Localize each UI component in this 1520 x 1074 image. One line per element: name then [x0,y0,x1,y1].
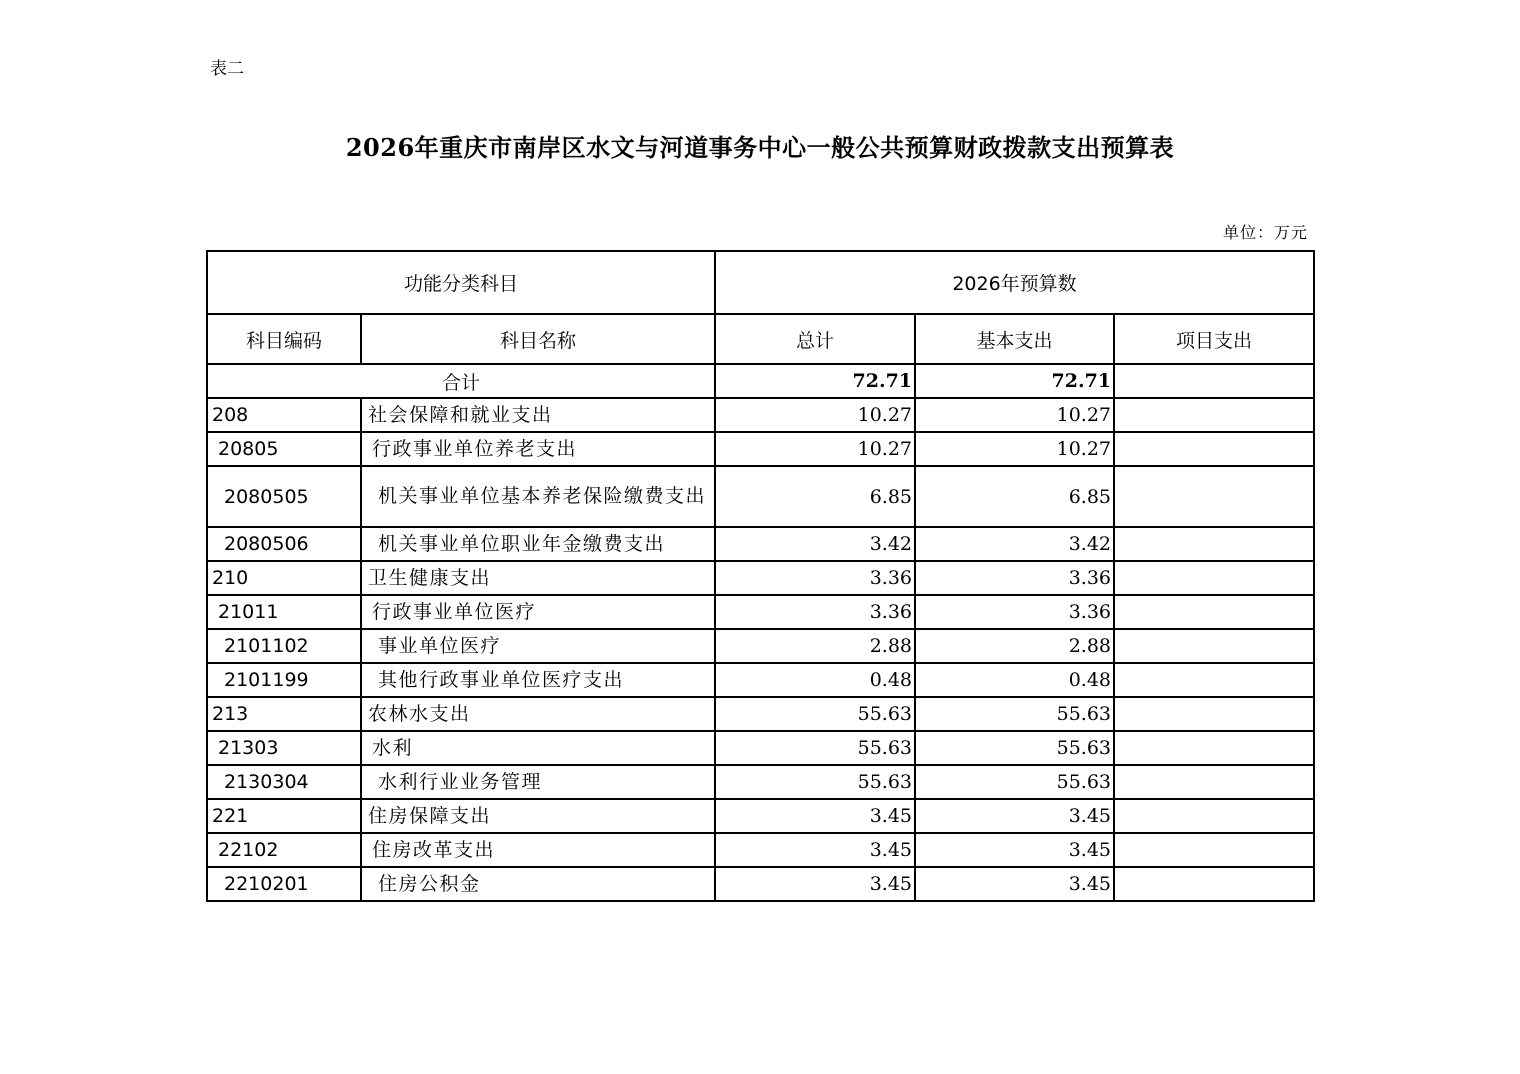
row-code: 221 [207,799,361,833]
row-name: 住房保障支出 [361,799,715,833]
row-project [1114,561,1314,595]
row-project [1114,663,1314,697]
table-row [207,629,1314,663]
row-project [1114,765,1314,799]
row-total: 3.42 [715,527,915,561]
row-total: 0.48 [715,663,915,697]
table-row [207,697,1314,731]
header-name: 科目名称 [361,314,715,364]
header-row-group [207,251,1314,314]
row-code: 213 [207,697,361,731]
row-code: 2080506 [207,527,361,561]
row-project [1114,432,1314,466]
header-budget-year: 2026年预算数 [715,251,1314,314]
row-total: 55.63 [715,765,915,799]
table-row [207,663,1314,697]
row-total: 3.36 [715,595,915,629]
row-basic: 55.63 [915,697,1114,731]
row-total: 3.45 [715,867,915,901]
row-name: 机关事业单位职业年金缴费支出 [361,527,715,561]
row-basic: 6.85 [915,466,1114,527]
row-code: 2130304 [207,765,361,799]
total-label: 合计 [207,364,715,398]
table-row [207,398,1314,432]
row-name: 水利行业业务管理 [361,765,715,799]
row-project [1114,398,1314,432]
row-project [1114,731,1314,765]
row-basic: 55.63 [915,765,1114,799]
row-project [1114,867,1314,901]
table-row [207,561,1314,595]
table-row [207,833,1314,867]
row-total: 3.45 [715,799,915,833]
header-code: 科目编码 [207,314,361,364]
row-project [1114,629,1314,663]
table-row [207,765,1314,799]
row-code: 2210201 [207,867,361,901]
row-code: 2101199 [207,663,361,697]
row-name: 住房改革支出 [361,833,715,867]
row-code: 208 [207,398,361,432]
table-number: 表二 [210,59,244,79]
row-name: 行政事业单位养老支出 [361,432,715,466]
row-total: 55.63 [715,697,915,731]
row-total: 6.85 [715,466,915,527]
row-name: 行政事业单位医疗 [361,595,715,629]
row-code: 21011 [207,595,361,629]
row-code: 22102 [207,833,361,867]
row-code: 2080505 [207,466,361,527]
row-name: 卫生健康支出 [361,561,715,595]
header-project: 项目支出 [1114,314,1314,364]
row-basic: 3.45 [915,867,1114,901]
row-code: 2101102 [207,629,361,663]
row-basic: 3.42 [915,527,1114,561]
row-code: 20805 [207,432,361,466]
row-code: 210 [207,561,361,595]
row-total: 55.63 [715,731,915,765]
row-total: 3.36 [715,561,915,595]
table-row [207,466,1314,527]
row-project [1114,799,1314,833]
table-row [207,432,1314,466]
row-basic: 2.88 [915,629,1114,663]
row-total: 10.27 [715,432,915,466]
table-row [207,595,1314,629]
header-basic: 基本支出 [915,314,1114,364]
row-total: 3.45 [715,833,915,867]
row-project [1114,466,1314,527]
row-code: 21303 [207,731,361,765]
header-total: 总计 [715,314,915,364]
total-row [207,364,1314,398]
unit-label: 单位：万元 [1222,223,1308,242]
row-basic: 55.63 [915,731,1114,765]
row-project [1114,527,1314,561]
row-project [1114,595,1314,629]
row-basic: 3.36 [915,561,1114,595]
row-basic: 3.45 [915,833,1114,867]
total-project [1114,364,1314,398]
row-basic: 10.27 [915,398,1114,432]
row-basic: 3.45 [915,799,1114,833]
row-basic: 10.27 [915,432,1114,466]
row-name: 水利 [361,731,715,765]
row-total: 10.27 [715,398,915,432]
row-basic: 3.36 [915,595,1114,629]
row-name: 农林水支出 [361,697,715,731]
row-project [1114,833,1314,867]
header-row-columns [207,314,1314,364]
row-name: 机关事业单位基本养老保险缴费支出 [361,466,715,527]
budget-table [206,250,1315,902]
page-title: 2026年重庆市南岸区水文与河道事务中心一般公共预算财政拨款支出预算表 [345,133,1175,162]
table-row [207,731,1314,765]
total-total: 72.71 [715,364,915,398]
row-name: 住房公积金 [361,867,715,901]
row-total: 2.88 [715,629,915,663]
row-name: 其他行政事业单位医疗支出 [361,663,715,697]
total-basic: 72.71 [915,364,1114,398]
row-basic: 0.48 [915,663,1114,697]
header-function-category: 功能分类科目 [207,251,715,314]
row-project [1114,697,1314,731]
row-name: 事业单位医疗 [361,629,715,663]
table-row [207,867,1314,901]
table-row [207,799,1314,833]
table-row [207,527,1314,561]
row-name: 社会保障和就业支出 [361,398,715,432]
